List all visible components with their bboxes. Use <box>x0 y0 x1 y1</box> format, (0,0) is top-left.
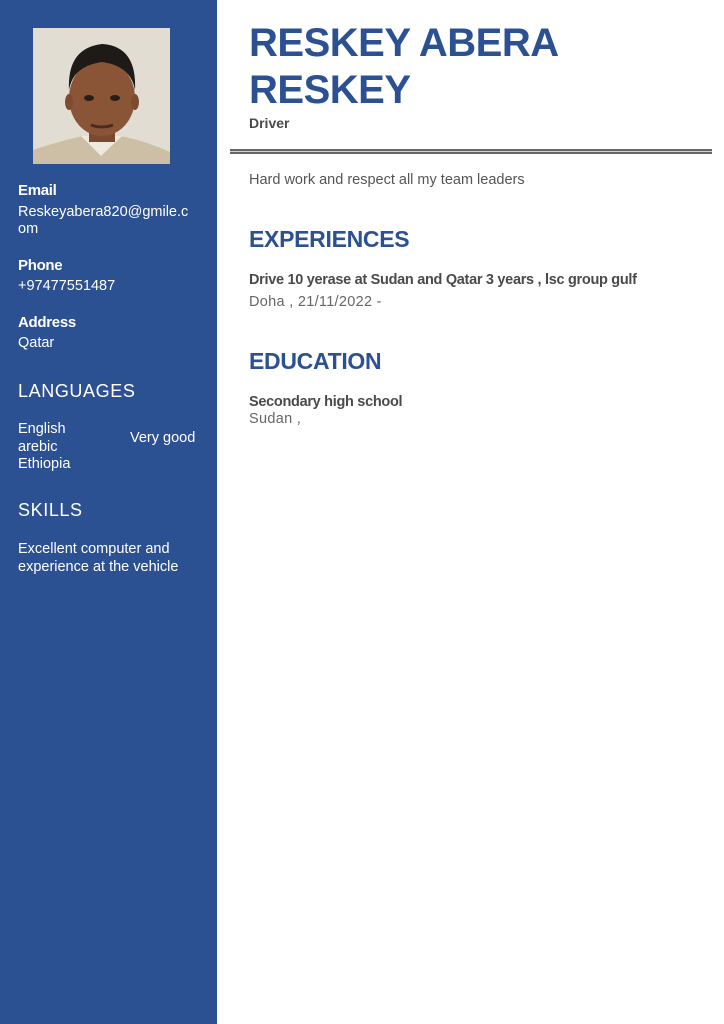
phone-label: Phone <box>18 257 63 274</box>
address-value: Qatar <box>18 335 55 351</box>
education-location: Sudan , <box>249 411 302 427</box>
candidate-role: Driver <box>249 115 290 131</box>
language-level: Very good <box>130 430 196 446</box>
header-divider <box>230 149 712 154</box>
language-item: Ethiopia <box>18 456 71 472</box>
languages-list <box>18 421 70 474</box>
language-item: English <box>18 421 66 437</box>
address-label: Address <box>18 314 76 331</box>
education-title: Secondary high school <box>249 394 403 410</box>
skills-heading: SKILLS <box>18 500 83 520</box>
skills-text: Excellent computer and experience at the vehicle <box>18 541 179 575</box>
email-value: Reskeyabera820@gmile.com <box>18 204 189 237</box>
main-content <box>217 0 724 1024</box>
profile-photo <box>33 28 170 164</box>
phone-value: +97477551487 <box>18 278 116 294</box>
experiences-heading: EXPERIENCES <box>249 226 410 252</box>
languages-heading: LANGUAGES <box>18 381 136 401</box>
candidate-name: RESKEY ABERA RESKEY <box>249 21 558 112</box>
sidebar <box>0 0 217 1024</box>
experience-location-date: Doha , 21/11/2022 - <box>249 294 382 310</box>
experience-title: Drive 10 yerase at Sudan and Qatar 3 years , lsc group gulf <box>249 272 637 288</box>
education-heading: EDUCATION <box>249 348 382 374</box>
email-label: Email <box>18 182 57 199</box>
language-item: arebic <box>18 438 58 455</box>
profile-summary: Hard work and respect all my team leaders <box>249 172 525 188</box>
